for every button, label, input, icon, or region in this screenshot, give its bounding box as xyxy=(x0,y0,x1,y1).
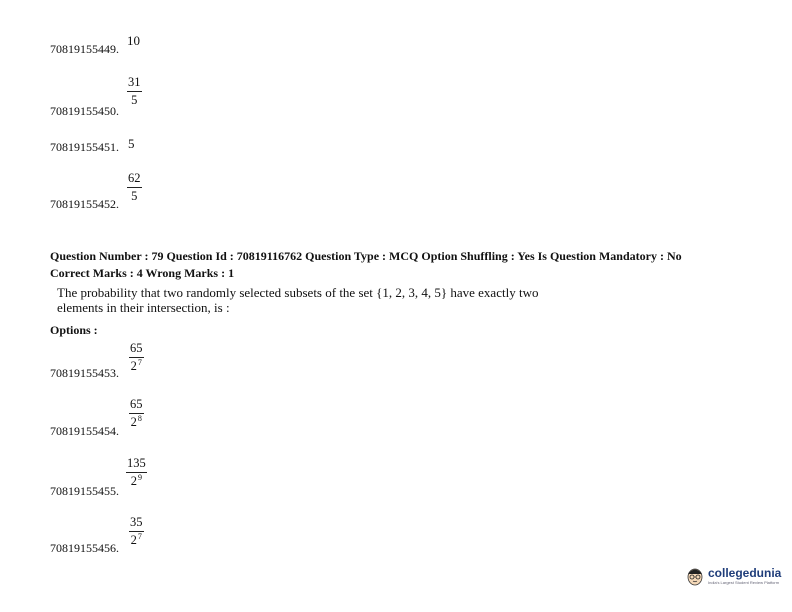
fraction-denominator: $2^7$ xyxy=(130,357,142,373)
fraction-denominator: $2^9$ xyxy=(130,472,142,488)
option-fraction xyxy=(127,76,142,106)
logo-wordmark: collegedunia xyxy=(708,566,782,580)
fraction-denominator: $2^7$ xyxy=(130,531,142,547)
option-fraction xyxy=(129,516,144,546)
option-id: 70819155450. xyxy=(50,104,119,118)
option-id: 70819155455. xyxy=(50,484,119,498)
fraction-numerator: 31 xyxy=(127,76,142,92)
mascot-face-icon xyxy=(686,566,704,586)
option-id: 70819155453. xyxy=(50,366,119,380)
fraction-numerator: 35 xyxy=(129,516,144,532)
fraction-denominator: 5 xyxy=(131,92,138,107)
fraction-numerator: 65 xyxy=(129,342,144,358)
option-value: 5 xyxy=(128,136,135,151)
option-id: 70819155456. xyxy=(50,541,119,555)
question-marks: Correct Marks : 4 Wrong Marks : 1 xyxy=(50,266,235,280)
logo-tagline: India's Largest Student Review Platform xyxy=(708,580,780,585)
collegedunia-logo xyxy=(686,566,781,586)
options-label: Options : xyxy=(50,323,98,337)
option-id: 70819155451. xyxy=(50,140,119,154)
fraction-denominator: 5 xyxy=(131,188,138,203)
question-text-line: The probability that two randomly selected subsets of the set {1, 2, 3, 4, 5} have exactly two xyxy=(57,285,539,300)
option-value: 10 xyxy=(127,33,140,48)
option-fraction xyxy=(129,398,144,428)
option-id: 70819155454. xyxy=(50,424,119,438)
option-fraction xyxy=(127,172,142,202)
fraction-numerator: 65 xyxy=(129,398,144,414)
option-fraction xyxy=(126,457,147,487)
option-id: 70819155449. xyxy=(50,42,119,56)
option-fraction xyxy=(129,342,144,372)
question-meta: Question Number : 79 Question Id : 70819116762 Question Type : MCQ Option Shuffling : Yes Is Question Mandatory : No xyxy=(50,249,682,263)
fraction-numerator: 62 xyxy=(127,172,142,188)
fraction-numerator: 135 xyxy=(126,457,147,473)
fraction-denominator: $2^8$ xyxy=(130,413,142,429)
option-id: 70819155452. xyxy=(50,197,119,211)
question-text-line: elements in their intersection, is : xyxy=(57,300,230,315)
